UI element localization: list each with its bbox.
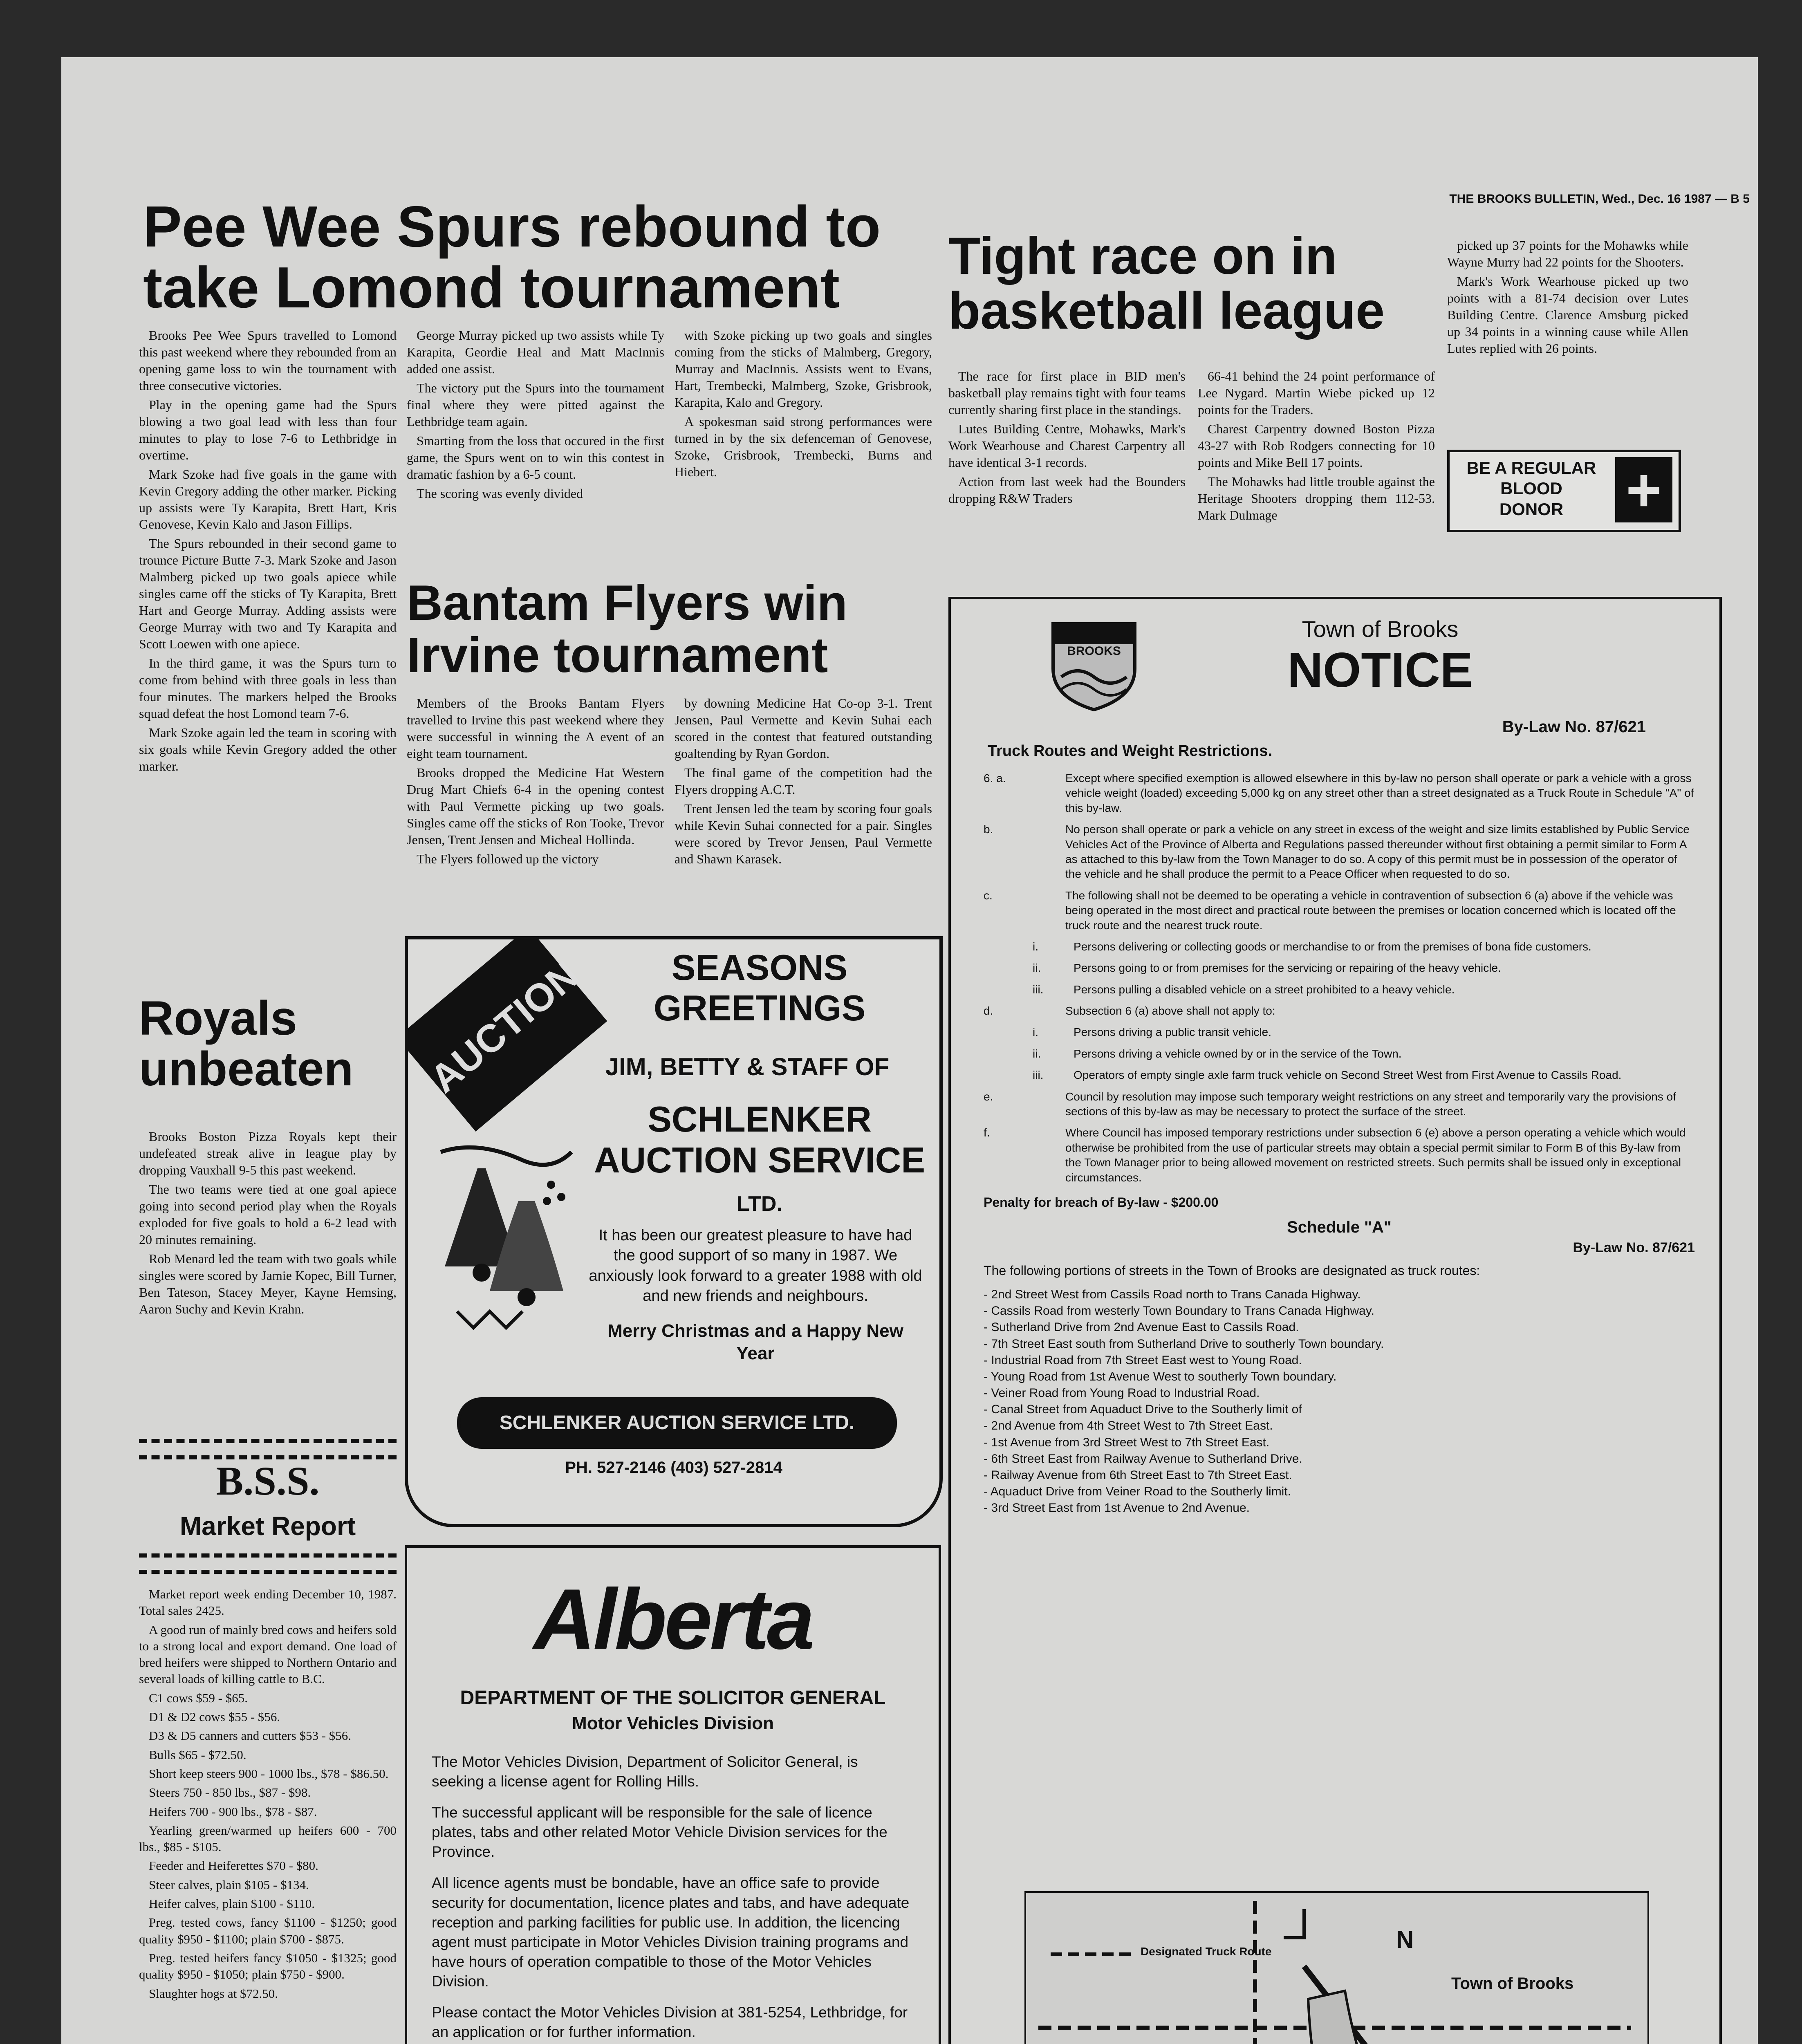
item-label: b. xyxy=(984,823,993,836)
truck-route: - Industrial Road from 7th Street East west to Young Road. xyxy=(984,1353,1302,1367)
blood-cross-icon: + xyxy=(1615,457,1672,522)
bantam-column-1 xyxy=(407,695,664,870)
report-line: Steers 750 - 850 lbs., $87 - $98. xyxy=(149,1785,311,1800)
paragraph: picked up 37 points for the Mohawks while Wayne Murry had 22 points for the Shooters. xyxy=(1447,238,1688,269)
notice-title: NOTICE xyxy=(1287,643,1473,697)
report-line: C1 cows $59 - $65. xyxy=(149,1690,248,1705)
paragraph: with Szoke picking up two goals and singles coming from the sticks of Malmberg, Gregory, Murray and MacInnis. Assists went to Evans, Hart, Trembecki, Malmberg, Szoke, Grisbrook, Karapita, Kalo and Gregory. xyxy=(675,328,932,410)
paragraph: The successful applicant will be responsible for the sale of licence plates, tabs and other related Motor Vehicle Division services for the Province. xyxy=(432,1804,888,1860)
bantam-column-2 xyxy=(675,695,932,870)
page-folio: THE BROOKS BULLETIN, Wed., Dec. 16 1987 — B 5 xyxy=(1449,192,1750,206)
paragraph: In the third game, it was the Spurs turn to come from behind with three goals in less than four minutes. The markers helped the Brooks squad defeat the host Lomond team 7-6. xyxy=(139,656,397,721)
notice-item xyxy=(984,771,1695,816)
alberta-ad xyxy=(405,1545,941,2044)
truck-route: - 2nd Avenue from 4th Street West to 7th Street East. xyxy=(984,1419,1273,1433)
donor-line-1: BE A REGULAR xyxy=(1466,458,1596,477)
notice-item xyxy=(984,1025,1695,1040)
alberta-department: DEPARTMENT OF THE SOLICITOR GENERAL xyxy=(460,1687,886,1709)
paragraph: Trent Jensen led the team by scoring four goals while Kevin Suhai connected for a pair. Singles were scored by Trevor Jensen, Paul Vermette and Shawn Karasek. xyxy=(675,801,932,866)
truck-routes-list xyxy=(984,1286,1695,1517)
paragraph: Rob Menard led the team with two goals while singles were scored by Jamie Kopec, Bill Turner, Ben Tateson, Stacey Meyer, Kayne Hemsing, Aaron Suchy and Kevin Krahn. xyxy=(139,1251,397,1316)
auction-closing: Merry Christmas and a Happy New Year xyxy=(607,1321,903,1363)
paragraph: The scoring was evenly divided xyxy=(417,486,583,501)
item-label: c. xyxy=(984,889,993,902)
pee-wee-headline: Pee Wee Spurs rebound to take Lomond tournament xyxy=(143,194,881,320)
paragraph: The Spurs rebounded in their second game to trounce Picture Butte 7-3. Mark Szoke and Jason Malmberg picked up two goals apiece while singles came off the sticks of Ty Karapita, Brett Hart and George Murray. Adding assists were George Murray with two and Ty Karapita and Scott Loewen with one apiece. xyxy=(139,536,397,652)
truck-route: - 2nd Street West from Cassils Road north to Trans Canada Highway. xyxy=(984,1287,1361,1301)
item-text: Persons pulling a disabled vehicle on a street prohibited to a heavy vehicle. xyxy=(1074,983,1455,996)
report-line: Feeder and Heiferettes $70 - $80. xyxy=(149,1858,318,1873)
item-text: Except where specified exemption is allowed elsewhere in this by-law no person shall operate or park a vehicle with a gross vehicle weight (loaded) exceeding 5,000 kg on any street other than a street designated as a Truck Route in Schedule "A" of this by-law. xyxy=(1065,772,1694,814)
auction-phone: PH. 527-2146 (403) 527-2814 xyxy=(565,1459,782,1477)
item-label: iii. xyxy=(1033,1069,1044,1082)
schlenker-auction-ad xyxy=(405,936,943,1527)
notice-penalty: Penalty for breach of By-law - $200.00 xyxy=(984,1195,1219,1210)
notice-item xyxy=(984,822,1695,882)
truck-route: - Veiner Road from Young Road to Industrial Road. xyxy=(984,1386,1260,1400)
pee-wee-column-2 xyxy=(407,327,664,504)
auction-ltd: LTD. xyxy=(737,1192,782,1216)
notice-items xyxy=(984,771,1695,1517)
notice-item xyxy=(984,939,1695,954)
paragraph: The Mohawks had little trouble against the Heritage Shooters dropping them 112-53. Mark Dulmage xyxy=(1198,474,1435,522)
paragraph: The race for first place in BID men's basketball play remains tight with four teams currently sharing first place in the standings. xyxy=(948,369,1186,417)
seasons-greetings xyxy=(588,948,931,1028)
alberta-body xyxy=(432,1752,914,2044)
report-line: Slaughter hogs at $72.50. xyxy=(149,1986,278,2001)
report-line: Preg. tested heifers fancy $1050 - $1325; good quality $950 - $1050; plain $750 - $900. xyxy=(139,1950,397,1982)
notice-item xyxy=(984,888,1695,933)
pee-wee-column-3 xyxy=(675,327,932,483)
company-line-2: AUCTION SERVICE xyxy=(594,1140,926,1181)
paragraph: Brooks Pee Wee Spurs travelled to Lomond this past weekend where they rebounded from an opening game loss to win the tournament with three consecutive victories. xyxy=(139,328,397,393)
truck-route: - Railway Avenue from 6th Street East to 7th Street East. xyxy=(984,1468,1292,1482)
bss-rule-bottom xyxy=(139,1553,397,1574)
item-label: iii. xyxy=(1033,983,1044,996)
report-line: Short keep steers 900 - 1000 lbs., $78 - $86.50. xyxy=(149,1766,389,1781)
bantam-headline: Bantam Flyers win Irvine tournament xyxy=(407,575,847,683)
report-line: Market report week ending December 10, 1987. Total sales 2425. xyxy=(139,1587,397,1618)
donor-line-3: DONOR xyxy=(1499,499,1564,519)
truck-route: - Cassils Road from westerly Town Boundary to Trans Canada Highway. xyxy=(984,1304,1374,1318)
paragraph: 66-41 behind the 24 point performance of Lee Nygard. Martin Wiebe picked up 12 points for the Traders. xyxy=(1198,369,1435,417)
item-text: Subsection 6 (a) above shall not apply to: xyxy=(1065,1004,1275,1018)
greeting-line-2: GREETINGS xyxy=(653,987,866,1028)
paragraph: Mark Szoke had five goals in the game with Kevin Gregory adding the other marker. Picking up assists were Ty Karapita, Brett Hart, Kris Genovese, Kevin Kalo and Jason Fillips. xyxy=(139,466,397,532)
report-line: D3 & D5 canners and cutters $53 - $56. xyxy=(149,1728,352,1743)
truck-route: - Aquaduct Drive from Veiner Road to the Southerly limit. xyxy=(984,1485,1291,1499)
town-notice xyxy=(948,597,1722,2044)
alberta-division: Motor Vehicles Division xyxy=(572,1713,774,1733)
report-line: Preg. tested cows, fancy $1100 - $1250; good quality $950 - $1100; plain $700 - $875. xyxy=(139,1915,397,1946)
paragraph: Play in the opening game had the Spurs blowing a two goal lead with less than four minutes to play to lose 7-6 to Lethbridge in overtime. xyxy=(139,397,397,462)
item-text: Persons driving a public transit vehicle. xyxy=(1074,1026,1272,1039)
notice-item xyxy=(984,1004,1695,1018)
basketball-column-1 xyxy=(948,368,1186,509)
report-line: A good run of mainly bred cows and heifers sold to a strong local and export demand. One load of bred heifers were shipped to Northern Ontario and several loads of killing cattle to B.C. xyxy=(139,1622,397,1686)
paragraph: The Motor Vehicles Division, Department of Solicitor General, is seeking a license agent for Rolling Hills. xyxy=(432,1753,858,1790)
truck-route: - 1st Avenue from 3rd Street West to 7th Street East. xyxy=(984,1435,1270,1449)
truck-route: - Canal Street from Aquaduct Drive to the Southerly limit of xyxy=(984,1403,1302,1416)
auction-from: JIM, BETTY & STAFF OF xyxy=(605,1053,890,1080)
report-line: Heifers 700 - 900 lbs., $78 - $87. xyxy=(149,1804,317,1819)
paragraph: George Murray picked up two assists while Ty Karapita, Geordie Heal and Matt MacInnis added one assist. xyxy=(407,328,664,376)
notice-item xyxy=(984,961,1695,975)
item-text: Operators of empty single axle farm truck vehicle on Second Street West from First Avenue to Cassils Road. xyxy=(1074,1069,1622,1082)
notice-town: Town of Brooks xyxy=(1302,616,1459,642)
notice-subtitle: Truck Routes and Weight Restrictions. xyxy=(988,742,1273,760)
notice-item xyxy=(984,1089,1695,1119)
paragraph: by downing Medicine Hat Co-op 3-1. Trent Jensen, Paul Vermette and Kevin Suhai each scored in the contest that featured outstanding goaltending by Ryan Gordon. xyxy=(675,696,932,761)
notice-item xyxy=(984,1125,1695,1185)
donor-text xyxy=(1454,458,1609,520)
report-line: Bulls $65 - $72.50. xyxy=(149,1747,247,1762)
paragraph: The victory put the Spurs into the tournament final where they were pitted against the Lethbridge team again. xyxy=(407,380,664,429)
bss-report xyxy=(139,1586,397,2004)
paragraph: The final game of the competition had the Flyers dropping A.C.T. xyxy=(675,765,932,797)
item-text: No person shall operate or park a vehicle on any street in excess of the weight and size limits established by Public Service Vehicles Act of the Province of Alberta and Regulations passed thereunder without first obtaining a permit similar to Form A as attached to this by-law from the Town Manager to do so. A copy of this permit must be in possession of the operator of the vehicle and he shall produce the permit to a Peace Officer when requested to do so. xyxy=(1065,823,1690,881)
blood-donor-ad xyxy=(1447,450,1681,532)
paragraph: Mark Szoke again led the team in scoring with six goals while Kevin Gregory added the other marker. xyxy=(139,725,397,773)
paragraph: Charest Carpentry downed Boston Pizza 43-27 with Rob Rodgers connecting for 10 points and Mike Bell 17 points. xyxy=(1198,421,1435,470)
notice-intro: The following portions of streets in the Town of Brooks are designated as truck routes: xyxy=(984,1263,1480,1278)
basketball-column-3 xyxy=(1447,237,1688,359)
report-line: Yearling green/warmed up heifers 600 - 700 lbs., $85 - $105. xyxy=(139,1823,397,1854)
map-town-label: Town of Brooks xyxy=(1451,1975,1574,1992)
bss-subtitle: Market Report xyxy=(179,1511,356,1541)
paragraph: A spokesman said strong performances were turned in by the six defenceman of Genovese, Szoke, Grisbrook, Trembecki, Burns and Hiebert. xyxy=(675,414,932,479)
item-label: i. xyxy=(1033,940,1038,953)
item-label: d. xyxy=(984,1004,993,1018)
report-line: Heifer calves, plain $100 - $110. xyxy=(149,1896,315,1911)
paragraph: Brooks dropped the Medicine Hat Western Drug Mart Chiefs 6-4 in the opening contest with Paul Vermette picking up two goals. Singles came off the sticks of Ron Tooke, Trevor Jensen, Trent Jensen and Micheal Hollinda. xyxy=(407,765,664,847)
item-text: Persons driving a vehicle owned by or in the service of the Town. xyxy=(1074,1047,1402,1060)
greeting-line-1: SEASONS xyxy=(671,947,848,988)
item-label: 6. a. xyxy=(984,772,1006,784)
notice-bylaw: By-Law No. 87/621 xyxy=(1502,718,1646,736)
item-label: f. xyxy=(984,1126,990,1139)
map-drawing xyxy=(1026,1893,1647,2044)
pee-wee-column-1 xyxy=(139,327,397,777)
item-label: ii. xyxy=(1033,1047,1041,1060)
notice-schedule: Schedule "A" xyxy=(1287,1218,1392,1236)
bss-rule-top xyxy=(139,1439,397,1459)
item-text: Persons going to or from premises for the servicing or repairing of the heavy vehicle. xyxy=(1074,961,1501,975)
crest-label: BROOKS xyxy=(1067,644,1121,658)
notice-item xyxy=(984,1068,1695,1083)
basketball-column-2 xyxy=(1198,368,1435,526)
item-text: The following shall not be deemed to be operating a vehicle in contravention of subsection 6 (a) above if the vehicle was being operated in the most direct and practical route between the premises or location concerned which is located off the truck route and the nearest truck route. xyxy=(1065,889,1676,932)
bss-title: B.S.S. xyxy=(216,1458,320,1504)
truck-route: - 3rd Street East from 1st Avenue to 2nd Avenue. xyxy=(984,1501,1250,1515)
donor-line-2: BLOOD xyxy=(1500,479,1562,498)
notice-item xyxy=(984,982,1695,997)
auction-company-name xyxy=(588,1099,931,1181)
newspaper-page xyxy=(61,57,1758,2044)
paragraph: Smarting from the loss that occured in the first game, the Spurs went on to win this contest in dramatic fashion by a 6-5 count. xyxy=(407,433,664,482)
notice-bylaw-2: By-Law No. 87/621 xyxy=(1573,1239,1695,1255)
paragraph: The two teams were tied at one goal apiece going into second period play when the Royals exploded for five goals to hold a 6-2 lead with 20 minutes remaining. xyxy=(139,1181,397,1247)
royals-column xyxy=(139,1128,397,1320)
town-crest-icon xyxy=(1045,616,1143,714)
auction-message: It has been our greatest pleasure to have had the good support of so many in 1987. We anxiously look forward to a greater 1988 with old and new friends and neighbours. xyxy=(589,1227,922,1305)
alberta-logo: Alberta xyxy=(533,1571,812,1667)
item-text: Council by resolution may impose such temporary weight restrictions on any street and temporarily vary the provisions of sections of this by-law as may be necessary to protect the surface of the street. xyxy=(1065,1090,1676,1118)
paragraph: All licence agents must be bondable, have an office safe to provide security for documentation, licence plates and tabs, and have adequate reception and parking facilities for public use. In addition, the licencing agent must participate in Motor Vehicles Division training programs and have hours of operation compatible to those of the Motor Vehicles Division. xyxy=(432,1874,910,1990)
item-label: i. xyxy=(1033,1026,1038,1039)
item-label: ii. xyxy=(1033,961,1041,975)
paragraph: The Flyers followed up the victory xyxy=(417,851,599,866)
truck-route: - 6th Street East from Railway Avenue to Sutherland Drive. xyxy=(984,1452,1302,1466)
truck-route: - Young Road from 1st Avenue West to southerly Town boundary. xyxy=(984,1369,1337,1383)
map-legend: Designated Truck Route xyxy=(1141,1945,1272,1958)
truck-route: - 7th Street East south from Sutherland Drive to southerly Town boundary. xyxy=(984,1337,1384,1351)
report-line: D1 & D2 cows $55 - $56. xyxy=(149,1710,280,1724)
royals-headline: Royals unbeaten xyxy=(139,991,354,1096)
auction-badge: AUCTION xyxy=(405,936,607,1132)
paragraph: Lutes Building Centre, Mohawks, Mark's Work Wearhouse and Charest Carpentry all have identical 3-1 records. xyxy=(948,421,1186,470)
truck-route-map xyxy=(1024,1891,1649,2044)
paragraph: Brooks Boston Pizza Royals kept their undefeated streak alive in league play by dropping Vauxhall 9-5 this past weekend. xyxy=(139,1129,397,1177)
paragraph: Please contact the Motor Vehicles Division at 381-5254, Lethbridge, for an application or for further information. xyxy=(432,2004,908,2041)
item-text: Persons delivering or collecting goods or merchandise to or from the premises of bona fide customers. xyxy=(1074,940,1591,953)
report-line: Steer calves, plain $105 - $134. xyxy=(149,1877,309,1892)
company-line-1: SCHLENKER xyxy=(648,1099,872,1139)
notice-item xyxy=(984,1047,1695,1061)
truck-route: - Sutherland Drive from 2nd Avenue East to Cassils Road. xyxy=(984,1320,1299,1334)
basketball-headline: Tight race on in basketball league xyxy=(948,227,1385,341)
north-arrow-icon: N xyxy=(1396,1926,1414,1953)
paragraph: Mark's Work Wearhouse picked up two points with a 81-74 decision over Lutes Building Centre. Clarence Amsburg picked up 34 points in a winning cause while Allen Lutes replied with 26 points. xyxy=(1447,273,1688,356)
christmas-bells-icon xyxy=(416,1136,588,1365)
item-label: e. xyxy=(984,1090,993,1103)
paragraph: Action from last week had the Bounders dropping R&W Traders xyxy=(948,474,1186,506)
item-text: Where Council has imposed temporary restrictions under subsection 6 (e) above a person operating a vehicle which would otherwise be prohibited from the use of particular streets may obtain a special permit similar to Form B of this By-law from the Town Manager prior to being allowed movement on restricted streets. Such permits shall be issued only in exceptional circumstances. xyxy=(1065,1126,1686,1184)
paragraph: Members of the Brooks Bantam Flyers travelled to Irvine this past weekend where they were successful in winning the A event of an eight team tournament. xyxy=(407,696,664,761)
auction-banner: SCHLENKER AUCTION SERVICE LTD. xyxy=(457,1397,897,1449)
